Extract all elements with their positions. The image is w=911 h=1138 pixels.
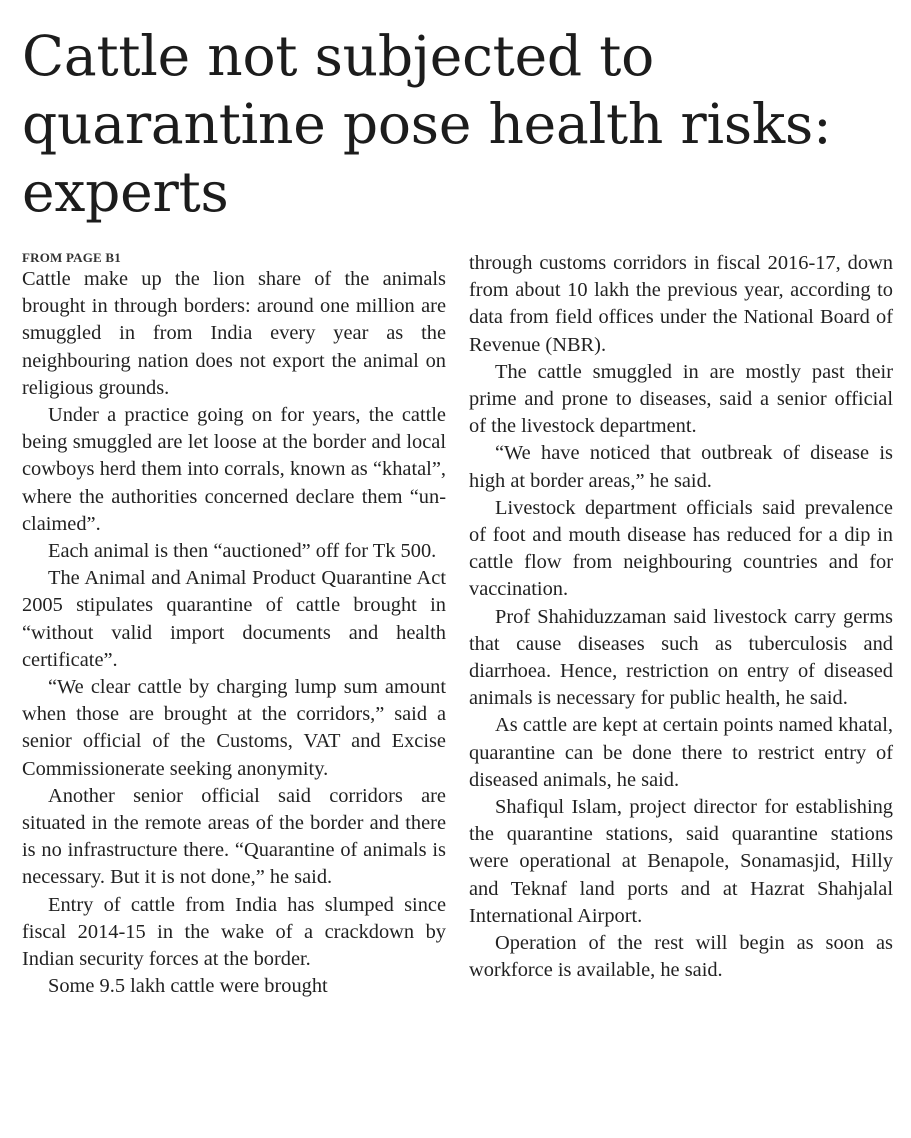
paragraph: through customs corridors in fiscal 2016-17, down from about 10 lakh the previous year, according to data from field offices under the National Board of Revenue (NBR).: [469, 252, 893, 356]
dateline: FROM PAGE B1: [22, 250, 121, 265]
paragraph: Livestock department officials said prevalence of foot and mouth disease has reduced for a dip in cattle flow from neighbouring countries and for vaccination.: [469, 496, 893, 601]
paragraph: Each animal is then “auctioned” off for Tk 500.: [48, 540, 437, 563]
paragraph: “We have noticed that outbreak of disease is high at border areas,” he said.: [469, 442, 893, 492]
paragraph: Another senior official said corridors are situated in the remote areas of the border and there is no infrastructure there. “Quarantine of animals is necessary. But it is not done,” he said.: [22, 784, 446, 889]
article-column-left: [22, 249, 446, 1000]
paragraph: Shafiqul Islam, project director for establishing the quarantine stations, said quarantine stations were operational at Benapole, Sonamasjid, Hilly and Teknaf land ports and at Hazrat Shahjalal International Airport.: [469, 796, 893, 927]
paragraph: As cattle are kept at certain points named khatal, quarantine can be done there to restrict entry of diseased animals, he said.: [469, 714, 893, 791]
paragraph: Some 9.5 lakh cattle were brought: [48, 975, 328, 998]
headline: Cattle not subjected to quarantine pose health risks: experts: [22, 24, 832, 224]
paragraph: Prof Shahiduzzaman said livestock carry germs that cause diseases such as tuberculosis and diarrhoea. Hence, restriction on entry of diseased animals is necessary for public health, he said.: [469, 605, 893, 710]
paragraph: Under a practice going on for years, the cattle being smuggled are let loose at the border and local cowboys herd them into corrals, known as “khatal”, where the authorities concerned declare them “unclaimed”.: [22, 404, 446, 535]
paragraph: “We clear cattle by charging lump sum amount when those are brought at the corridors,” said a senior official of the Customs, VAT and Excise Commissionerate seeking anonymity.: [22, 676, 446, 780]
article-column-right: [469, 250, 893, 984]
paragraph: Operation of the rest will begin as soon as workforce is available, he said.: [469, 932, 893, 982]
paragraph: Cattle make up the lion share of the animals brought in through borders: around one million are smuggled in from India every year as the neighbouring nation does not export the animal on religious grounds.: [22, 268, 446, 399]
paragraph: The Animal and Animal Product Quarantine Act 2005 stipulates quarantine of cattle brought in “without valid import documents and health certificate”.: [22, 567, 446, 671]
paragraph: The cattle smuggled in are mostly past their prime and prone to diseases, said a senior official of the livestock department.: [469, 360, 893, 438]
paragraph: Entry of cattle from India has slumped since fiscal 2014-15 in the wake of a crackdown by Indian security forces at the border.: [22, 893, 446, 971]
